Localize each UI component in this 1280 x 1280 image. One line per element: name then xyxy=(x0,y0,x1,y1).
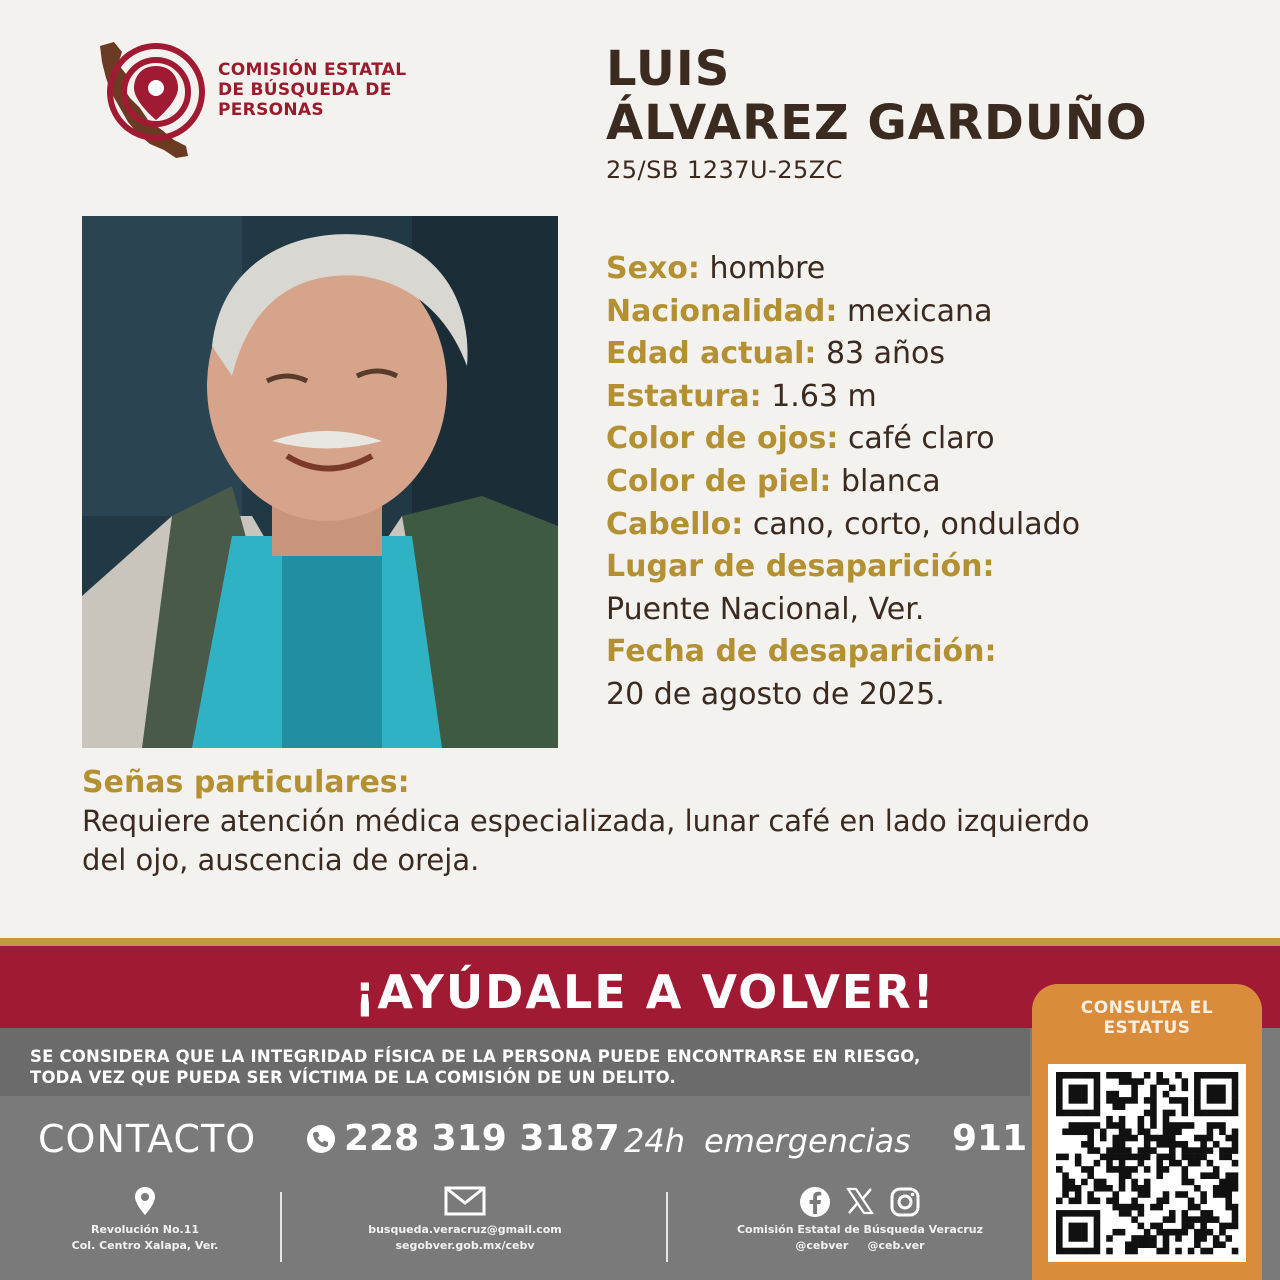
detail-value: 1.63 m xyxy=(771,378,877,414)
detail-value: hombre xyxy=(709,251,826,286)
contact-hours: 24h xyxy=(624,1122,685,1160)
detail-value: cano, corto, ondulado xyxy=(752,506,1081,542)
social-info xyxy=(700,1186,1020,1254)
qr-title xyxy=(1032,998,1262,1038)
detail-value: café claro xyxy=(847,421,995,457)
address-line-1: Revolución No.11 xyxy=(90,1223,200,1236)
contact-phone[interactable]: 228 319 3187 xyxy=(344,1118,620,1159)
detail-label: Color de ojos: xyxy=(606,421,839,457)
detail-label: Edad actual: xyxy=(606,336,817,372)
disappearance-date-label: Fecha de desaparición: xyxy=(606,634,997,670)
person-details xyxy=(606,248,1266,717)
instagram-icon[interactable] xyxy=(889,1186,921,1218)
facebook-icon[interactable] xyxy=(799,1186,831,1218)
contact-email[interactable]: busqueda.veracruz@gmail.com xyxy=(368,1223,562,1236)
case-id: 25/SB 1237U-25ZC xyxy=(606,156,843,184)
detail-label: Estatura: xyxy=(606,378,762,414)
detail-skin-color xyxy=(606,461,1266,504)
disappearance-place-value: Puente Nacional, Ver. xyxy=(606,591,925,627)
distinguishing-marks-line-2: del ojo, auscencia de oreja. xyxy=(82,843,480,877)
footer-separator xyxy=(280,1192,282,1262)
contact-label: CONTACTO xyxy=(38,1117,257,1161)
x-icon[interactable] xyxy=(845,1186,875,1216)
detail-label: Sexo: xyxy=(606,251,700,286)
social-icons xyxy=(700,1186,1020,1218)
phone-icon xyxy=(306,1124,336,1154)
detail-label: Cabello: xyxy=(606,506,744,542)
distinguishing-marks-line-1: Requiere atención médica especializada, lunar café en lado izquierdo xyxy=(82,804,1090,838)
disappearance-place-label: Lugar de desaparición: xyxy=(606,549,995,585)
detail-value: mexicana xyxy=(846,293,993,329)
social-handles xyxy=(700,1238,1020,1254)
detail-label: Nacionalidad: xyxy=(606,293,838,329)
detail-height xyxy=(606,376,1266,419)
distinguishing-marks xyxy=(82,764,1232,880)
address-info xyxy=(40,1186,250,1254)
detail-label: Color de piel: xyxy=(606,463,832,499)
person-name-block xyxy=(606,42,1246,184)
person-last-name: ÁLVAREZ GARDUÑO xyxy=(606,95,1148,151)
footer-separator xyxy=(666,1192,668,1262)
call-to-action-text: ¡AYÚDALE A VOLVER! xyxy=(354,965,936,1019)
detail-age xyxy=(606,333,1266,376)
status-qr-card xyxy=(1032,984,1262,1280)
distinguishing-marks-label: Señas particulares: xyxy=(82,765,410,800)
org-line-3: PERSONAS xyxy=(218,100,324,120)
risk-warning-line-1: SE CONSIDERA QUE LA INTEGRIDAD FÍSICA DE LA PERSONA PUEDE ENCONTRARSE EN RIESGO, xyxy=(30,1047,921,1066)
organization-name xyxy=(218,60,438,120)
person-photo xyxy=(82,216,558,748)
org-line-2: DE BÚSQUEDA DE xyxy=(218,80,392,100)
detail-value: 83 años xyxy=(825,336,946,372)
risk-warning-line-2: TODA VEZ QUE PUEDA SER VÍCTIMA DE LA COMISIÓN DE UN DELITO. xyxy=(30,1068,676,1087)
email-info xyxy=(330,1186,600,1254)
address-line-2: Col. Centro Xalapa, Ver. xyxy=(71,1239,219,1252)
detail-hair xyxy=(606,504,1266,547)
social-account-name: Comisión Estatal de Búsqueda Veracruz xyxy=(736,1223,984,1236)
qr-title-line-2: ESTATUS xyxy=(1103,1018,1191,1038)
envelope-icon xyxy=(444,1186,486,1216)
qr-title-line-1: CONSULTA EL xyxy=(1080,998,1214,1018)
emergency-number[interactable]: 911 xyxy=(952,1118,1028,1159)
location-pin-icon xyxy=(133,1186,157,1216)
emergency-label: emergencias xyxy=(704,1122,911,1160)
detail-sex xyxy=(606,248,1266,291)
org-line-1: COMISIÓN ESTATAL xyxy=(218,60,407,80)
disappearance-date-value: 20 de agosto de 2025. xyxy=(606,676,945,712)
detail-eye-color xyxy=(606,418,1266,461)
contact-website[interactable]: segobver.gob.mx/cebv xyxy=(395,1239,535,1252)
social-handle-2[interactable]: @ceb.ver xyxy=(867,1239,925,1252)
footer-divider xyxy=(0,938,1280,946)
qr-code-icon[interactable] xyxy=(1048,1064,1246,1262)
detail-nationality xyxy=(606,291,1266,334)
person-first-name: LUIS xyxy=(606,41,731,97)
social-handle-1[interactable]: @cebver xyxy=(795,1239,849,1252)
detail-value: blanca xyxy=(840,463,941,499)
risk-warning xyxy=(30,1046,1020,1088)
